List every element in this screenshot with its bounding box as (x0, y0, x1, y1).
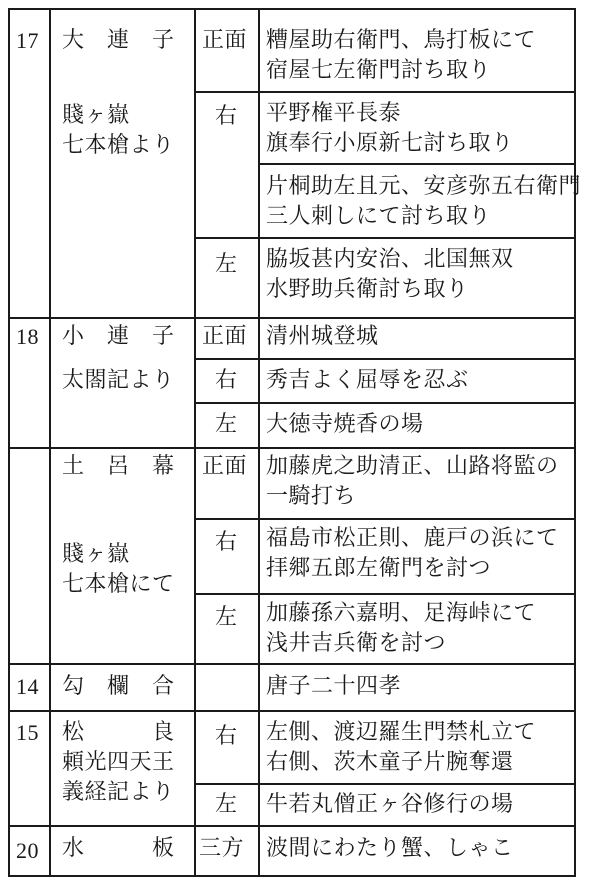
item-name: 小 連 子 (62, 324, 175, 349)
panel-line: 秀吉よく屈辱を忍ぶ (266, 368, 469, 393)
panel-line: 大徳寺焼香の場 (266, 412, 424, 437)
panel-line: 平野権平長泰 (266, 101, 402, 126)
panel-position: 左 (215, 605, 238, 630)
rule (195, 358, 576, 360)
rule (8, 317, 576, 319)
panel-line: 唐子二十四孝 (266, 674, 402, 699)
rule (8, 663, 576, 665)
panel-line: 脇坂甚内安治、北国無双 (266, 247, 514, 272)
panel-position: 正面 (202, 28, 248, 53)
source-line: 賤ヶ嶽 (62, 103, 130, 128)
rule (194, 8, 196, 877)
item-number: 17 (16, 28, 39, 53)
panel-line: 宿屋七左衛門討ち取り (266, 58, 492, 83)
item-name: 勾 欄 合 (62, 674, 175, 699)
source-line: 頼光四天王 (62, 750, 175, 775)
rule (260, 163, 576, 165)
rule (195, 237, 576, 239)
panel-line: 浅井吉兵衛を討つ (266, 631, 447, 656)
rule (8, 8, 10, 877)
rule (8, 825, 576, 827)
item-number: 20 (16, 838, 39, 863)
panel-line: 水野助兵衛討ち取り (266, 277, 469, 302)
rule (8, 8, 576, 10)
rule (8, 875, 576, 877)
rule (8, 447, 576, 449)
panel-position: 左 (215, 412, 238, 437)
rule (49, 8, 51, 877)
rule (195, 783, 576, 785)
item-name: 松 良 (62, 720, 175, 745)
rule (8, 710, 576, 712)
item-name: 土 呂 幕 (62, 454, 175, 479)
panel-line: 糟屋助右衛門、鳥打板にて (266, 28, 537, 53)
source-line: 太閤記より (62, 368, 175, 393)
source-line: 義経記より (62, 780, 175, 805)
panel-position: 左 (215, 252, 238, 277)
rule (195, 593, 576, 595)
source-line: 七本槍より (62, 133, 175, 158)
rule (195, 518, 576, 520)
panel-position: 正面 (202, 324, 248, 349)
panel-line: 波間にわたり蟹、しゃこ (266, 836, 514, 861)
source-line: 賤ヶ嶽 (62, 542, 130, 567)
rule (195, 402, 576, 404)
item-name: 水 板 (62, 836, 175, 861)
panel-line: 左側、渡辺羅生門禁札立て (266, 720, 537, 745)
panel-line: 旗奉行小原新七討ち取り (266, 131, 514, 156)
item-name: 大 連 子 (62, 28, 175, 53)
panel-line: 三人刺しにて討ち取り (266, 204, 492, 229)
panel-position: 右 (215, 104, 238, 129)
panel-position: 左 (215, 792, 238, 817)
panel-line: 福島市松正則、鹿戸の浜にて (266, 526, 559, 551)
rule (258, 8, 260, 877)
panel-line: 清州城登城 (266, 324, 379, 349)
panel-line: 片桐助左且元、安彦弥五右衛門 (266, 174, 582, 199)
panel-position: 右 (215, 724, 238, 749)
rule (574, 8, 576, 877)
panel-position: 右 (215, 368, 238, 393)
item-number: 18 (16, 324, 39, 349)
source-line: 七本槍にて (62, 572, 175, 597)
panel-position: 右 (215, 530, 238, 555)
panel-line: 一騎打ち (266, 484, 357, 509)
panel-line: 加藤虎之助清正、山路将監の (266, 454, 559, 479)
panel-line: 牛若丸僧正ヶ谷修行の場 (266, 792, 514, 817)
item-number: 15 (16, 720, 39, 745)
panel-line: 加藤孫六嘉明、足海峠にて (266, 601, 537, 626)
rule (195, 91, 576, 93)
panel-position: 三方 (199, 836, 245, 861)
panel-line: 拝郷五郎左衛門を討つ (266, 556, 492, 581)
panel-line: 右側、茨木童子片腕奪還 (266, 750, 514, 775)
item-number: 14 (16, 674, 39, 699)
panel-position: 正面 (202, 454, 248, 479)
